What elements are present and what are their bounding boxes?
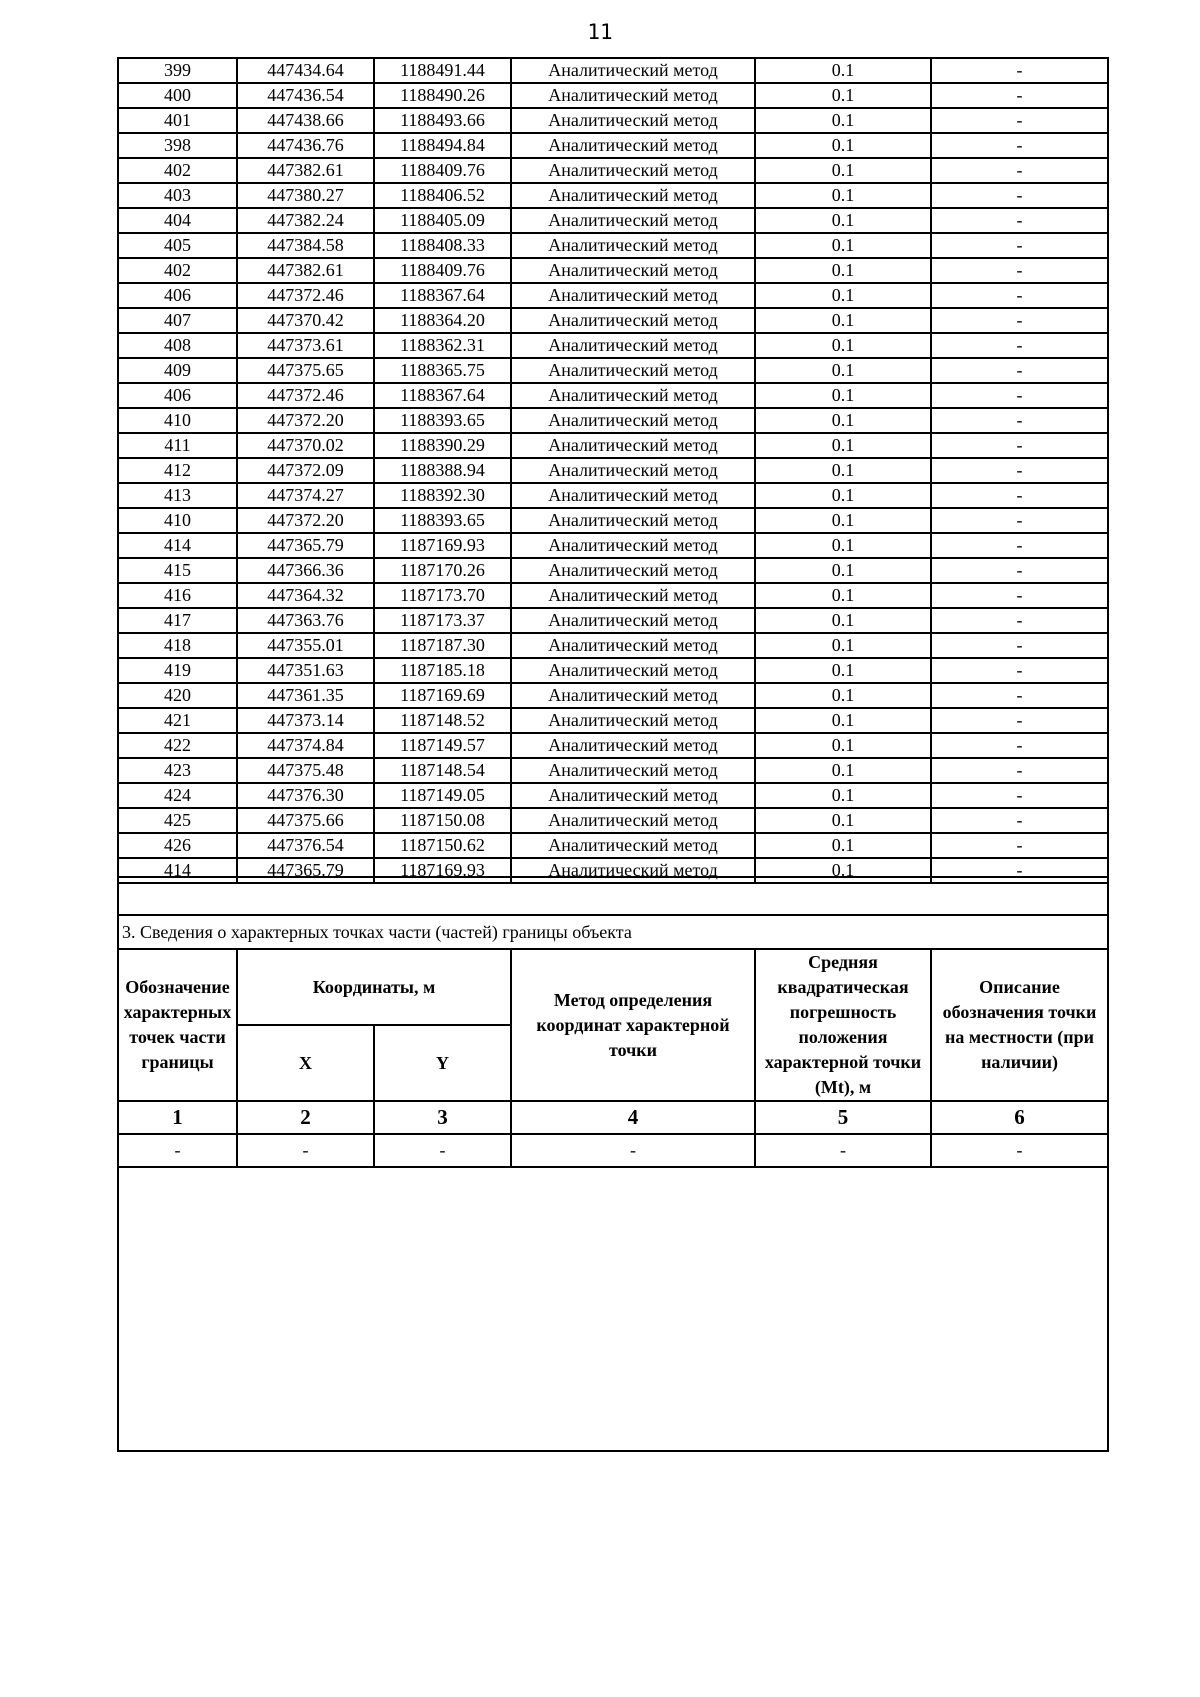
- y-coordinate-cell: 1187169.69: [374, 683, 511, 708]
- y-coordinate-cell: 1187148.52: [374, 708, 511, 733]
- description-cell: -: [931, 733, 1108, 758]
- error-cell: 0.1: [755, 833, 931, 858]
- error-cell: 0.1: [755, 408, 931, 433]
- error-cell: 0.1: [755, 133, 931, 158]
- y-coordinate-cell: 1187150.62: [374, 833, 511, 858]
- description-cell: -: [931, 708, 1108, 733]
- y-coordinate-cell: 1188409.76: [374, 158, 511, 183]
- x-coordinate-cell: 447434.64: [237, 58, 374, 83]
- point-number-cell: 403: [118, 183, 237, 208]
- error-cell: 0.1: [755, 158, 931, 183]
- x-coordinate-cell: 447351.63: [237, 658, 374, 683]
- y-coordinate-cell: 1188408.33: [374, 233, 511, 258]
- method-cell: Аналитический метод: [511, 833, 755, 858]
- column-number: 4: [511, 1101, 755, 1134]
- description-cell: -: [931, 533, 1108, 558]
- header-coordinates: Координаты, м: [237, 949, 511, 1025]
- table-row: [118, 558, 1108, 583]
- error-cell: 0.1: [755, 333, 931, 358]
- section-title-row: [118, 915, 1108, 949]
- description-cell: -: [931, 233, 1108, 258]
- description-cell: -: [931, 508, 1108, 533]
- y-coordinate-cell: 1188388.94: [374, 458, 511, 483]
- point-number-cell: 414: [118, 533, 237, 558]
- method-cell: Аналитический метод: [511, 533, 755, 558]
- point-number-cell: 406: [118, 283, 237, 308]
- y-coordinate-cell: 1187170.26: [374, 558, 511, 583]
- table-row: [118, 483, 1108, 508]
- error-cell: 0.1: [755, 308, 931, 333]
- point-number-cell: 404: [118, 208, 237, 233]
- error-cell: 0.1: [755, 733, 931, 758]
- section-title: 3. Сведения о характерных точках части (частей) границы объекта: [118, 915, 1108, 949]
- table-row: [118, 708, 1108, 733]
- x-coordinate-cell: 447376.30: [237, 783, 374, 808]
- y-coordinate-cell: 1187187.30: [374, 633, 511, 658]
- description-cell: -: [931, 833, 1108, 858]
- y-coordinate-cell: 1188362.31: [374, 333, 511, 358]
- description-cell: -: [931, 758, 1108, 783]
- point-number-cell: 405: [118, 233, 237, 258]
- x-coordinate-cell: 447373.14: [237, 708, 374, 733]
- x-coordinate-cell: 447384.58: [237, 233, 374, 258]
- error-cell: 0.1: [755, 383, 931, 408]
- x-coordinate-cell: 447375.65: [237, 358, 374, 383]
- point-number-cell: 400: [118, 83, 237, 108]
- method-cell: Аналитический метод: [511, 208, 755, 233]
- x-coordinate-cell: 447361.35: [237, 683, 374, 708]
- table-row: [118, 283, 1108, 308]
- blank-area-row: [118, 1167, 1108, 1451]
- table-row: [118, 458, 1108, 483]
- error-cell: 0.1: [755, 583, 931, 608]
- table-row: [118, 783, 1108, 808]
- method-cell: Аналитический метод: [511, 758, 755, 783]
- point-number-cell: 411: [118, 433, 237, 458]
- table-row: [118, 408, 1108, 433]
- table-row: [118, 583, 1108, 608]
- table-row: [118, 533, 1108, 558]
- point-number-cell: 426: [118, 833, 237, 858]
- x-coordinate-cell: 447376.54: [237, 833, 374, 858]
- point-number-cell: 419: [118, 658, 237, 683]
- error-cell: 0.1: [755, 208, 931, 233]
- empty-cell: -: [374, 1134, 511, 1167]
- y-coordinate-cell: 1188409.76: [374, 258, 511, 283]
- empty-data-row: [118, 1134, 1108, 1167]
- x-coordinate-cell: 447372.46: [237, 283, 374, 308]
- y-coordinate-cell: 1188367.64: [374, 283, 511, 308]
- method-cell: Аналитический метод: [511, 258, 755, 283]
- x-coordinate-cell: 447382.24: [237, 208, 374, 233]
- empty-cell: -: [931, 1134, 1108, 1167]
- description-cell: -: [931, 808, 1108, 833]
- error-cell: 0.1: [755, 783, 931, 808]
- table-row: [118, 758, 1108, 783]
- description-cell: -: [931, 658, 1108, 683]
- y-coordinate-cell: 1187169.93: [374, 533, 511, 558]
- method-cell: Аналитический метод: [511, 708, 755, 733]
- error-cell: 0.1: [755, 708, 931, 733]
- characteristic-points-table: [117, 57, 1109, 884]
- x-coordinate-cell: 447372.20: [237, 508, 374, 533]
- method-cell: Аналитический метод: [511, 633, 755, 658]
- description-cell: -: [931, 783, 1108, 808]
- point-number-cell: 410: [118, 508, 237, 533]
- table-row: [118, 658, 1108, 683]
- point-number-cell: 412: [118, 458, 237, 483]
- method-cell: Аналитический метод: [511, 408, 755, 433]
- description-cell: -: [931, 558, 1108, 583]
- method-cell: Аналитический метод: [511, 58, 755, 83]
- description-cell: -: [931, 283, 1108, 308]
- point-number-cell: 413: [118, 483, 237, 508]
- column-number: 1: [118, 1101, 237, 1134]
- point-number-cell: 408: [118, 333, 237, 358]
- description-cell: -: [931, 608, 1108, 633]
- points-table-body: [118, 58, 1108, 883]
- blank-area: [118, 1167, 1108, 1451]
- header-x: X: [237, 1025, 374, 1101]
- x-coordinate-cell: 447355.01: [237, 633, 374, 658]
- method-cell: Аналитический метод: [511, 233, 755, 258]
- error-cell: 0.1: [755, 233, 931, 258]
- error-cell: 0.1: [755, 58, 931, 83]
- column-number: 6: [931, 1101, 1108, 1134]
- table-row: [118, 308, 1108, 333]
- x-coordinate-cell: 447382.61: [237, 258, 374, 283]
- header-description: Описание обозначения точки на местности (при наличии): [931, 949, 1108, 1101]
- description-cell: -: [931, 83, 1108, 108]
- error-cell: 0.1: [755, 608, 931, 633]
- column-number: 2: [237, 1101, 374, 1134]
- point-number-cell: 420: [118, 683, 237, 708]
- point-number-cell: 398: [118, 133, 237, 158]
- method-cell: Аналитический метод: [511, 183, 755, 208]
- point-number-cell: 414: [118, 858, 237, 883]
- table-row: [118, 833, 1108, 858]
- x-coordinate-cell: 447374.84: [237, 733, 374, 758]
- x-coordinate-cell: 447370.42: [237, 308, 374, 333]
- x-coordinate-cell: 447365.79: [237, 858, 374, 883]
- table-row: [118, 608, 1108, 633]
- x-coordinate-cell: 447382.61: [237, 158, 374, 183]
- description-cell: -: [931, 433, 1108, 458]
- y-coordinate-cell: 1188405.09: [374, 208, 511, 233]
- error-cell: 0.1: [755, 533, 931, 558]
- x-coordinate-cell: 447372.20: [237, 408, 374, 433]
- error-cell: 0.1: [755, 183, 931, 208]
- table-row: [118, 808, 1108, 833]
- spacer-cell: [118, 877, 1108, 915]
- y-coordinate-cell: 1188494.84: [374, 133, 511, 158]
- error-cell: 0.1: [755, 858, 931, 883]
- method-cell: Аналитический метод: [511, 158, 755, 183]
- method-cell: Аналитический метод: [511, 458, 755, 483]
- table-row: [118, 333, 1108, 358]
- y-coordinate-cell: 1187148.54: [374, 758, 511, 783]
- x-coordinate-cell: 447373.61: [237, 333, 374, 358]
- x-coordinate-cell: 447363.76: [237, 608, 374, 633]
- error-cell: 0.1: [755, 283, 931, 308]
- description-cell: -: [931, 458, 1108, 483]
- point-number-cell: 416: [118, 583, 237, 608]
- table-row: [118, 733, 1108, 758]
- y-coordinate-cell: 1187150.08: [374, 808, 511, 833]
- table-row: [118, 433, 1108, 458]
- x-coordinate-cell: 447372.46: [237, 383, 374, 408]
- table-row: [118, 383, 1108, 408]
- x-coordinate-cell: 447374.27: [237, 483, 374, 508]
- error-cell: 0.1: [755, 633, 931, 658]
- x-coordinate-cell: 447438.66: [237, 108, 374, 133]
- section3-table: [117, 876, 1109, 1452]
- method-cell: Аналитический метод: [511, 308, 755, 333]
- error-cell: 0.1: [755, 358, 931, 383]
- description-cell: -: [931, 183, 1108, 208]
- point-number-cell: 402: [118, 258, 237, 283]
- method-cell: Аналитический метод: [511, 483, 755, 508]
- column-number: 5: [755, 1101, 931, 1134]
- y-coordinate-cell: 1187173.70: [374, 583, 511, 608]
- empty-cell: -: [237, 1134, 374, 1167]
- table-row: [118, 633, 1108, 658]
- y-coordinate-cell: 1187149.05: [374, 783, 511, 808]
- method-cell: Аналитический метод: [511, 433, 755, 458]
- method-cell: Аналитический метод: [511, 733, 755, 758]
- table-row: [118, 108, 1108, 133]
- empty-cell: -: [118, 1134, 237, 1167]
- point-number-cell: 415: [118, 558, 237, 583]
- method-cell: Аналитический метод: [511, 358, 755, 383]
- point-number-cell: 410: [118, 408, 237, 433]
- page-number: 11: [587, 20, 613, 44]
- point-number-cell: 406: [118, 383, 237, 408]
- description-cell: -: [931, 58, 1108, 83]
- error-cell: 0.1: [755, 658, 931, 683]
- spacer-row: [118, 877, 1108, 915]
- table-row: [118, 58, 1108, 83]
- x-coordinate-cell: 447436.76: [237, 133, 374, 158]
- description-cell: -: [931, 633, 1108, 658]
- point-number-cell: 399: [118, 58, 237, 83]
- table-row: [118, 208, 1108, 233]
- table-row: [118, 158, 1108, 183]
- description-cell: -: [931, 133, 1108, 158]
- table-row: [118, 258, 1108, 283]
- error-cell: 0.1: [755, 258, 931, 283]
- point-number-cell: 417: [118, 608, 237, 633]
- method-cell: Аналитический метод: [511, 583, 755, 608]
- description-cell: -: [931, 383, 1108, 408]
- error-cell: 0.1: [755, 558, 931, 583]
- method-cell: Аналитический метод: [511, 508, 755, 533]
- error-cell: 0.1: [755, 508, 931, 533]
- y-coordinate-cell: 1188367.64: [374, 383, 511, 408]
- error-cell: 0.1: [755, 108, 931, 133]
- y-coordinate-cell: 1187169.93: [374, 858, 511, 883]
- y-coordinate-cell: 1187173.37: [374, 608, 511, 633]
- error-cell: 0.1: [755, 808, 931, 833]
- table-row: [118, 83, 1108, 108]
- description-cell: -: [931, 858, 1108, 883]
- description-cell: -: [931, 683, 1108, 708]
- description-cell: -: [931, 158, 1108, 183]
- y-coordinate-cell: 1187185.18: [374, 658, 511, 683]
- x-coordinate-cell: 447370.02: [237, 433, 374, 458]
- point-number-cell: 409: [118, 358, 237, 383]
- y-coordinate-cell: 1188493.66: [374, 108, 511, 133]
- header-error: Средняя квадратическая погрешность положения характерной точки (Mt), м: [755, 949, 931, 1101]
- error-cell: 0.1: [755, 758, 931, 783]
- header-designation: Обозначение характерных точек части границы: [118, 949, 237, 1101]
- description-cell: -: [931, 583, 1108, 608]
- method-cell: Аналитический метод: [511, 658, 755, 683]
- description-cell: -: [931, 483, 1108, 508]
- description-cell: -: [931, 208, 1108, 233]
- column-numbers-row: [118, 1101, 1108, 1134]
- method-cell: Аналитический метод: [511, 283, 755, 308]
- method-cell: Аналитический метод: [511, 558, 755, 583]
- table-row: [118, 233, 1108, 258]
- table-row: [118, 133, 1108, 158]
- empty-cell: -: [511, 1134, 755, 1167]
- x-coordinate-cell: 447372.09: [237, 458, 374, 483]
- x-coordinate-cell: 447364.32: [237, 583, 374, 608]
- x-coordinate-cell: 447375.48: [237, 758, 374, 783]
- header-row-top: [118, 949, 1108, 1025]
- description-cell: -: [931, 258, 1108, 283]
- method-cell: Аналитический метод: [511, 683, 755, 708]
- error-cell: 0.1: [755, 683, 931, 708]
- point-number-cell: 402: [118, 158, 237, 183]
- method-cell: Аналитический метод: [511, 608, 755, 633]
- method-cell: Аналитический метод: [511, 383, 755, 408]
- error-cell: 0.1: [755, 458, 931, 483]
- point-number-cell: 425: [118, 808, 237, 833]
- y-coordinate-cell: 1188491.44: [374, 58, 511, 83]
- table-row: [118, 358, 1108, 383]
- method-cell: Аналитический метод: [511, 108, 755, 133]
- description-cell: -: [931, 358, 1108, 383]
- method-cell: Аналитический метод: [511, 783, 755, 808]
- y-coordinate-cell: 1188406.52: [374, 183, 511, 208]
- method-cell: Аналитический метод: [511, 858, 755, 883]
- error-cell: 0.1: [755, 433, 931, 458]
- header-y: Y: [374, 1025, 511, 1101]
- point-number-cell: 421: [118, 708, 237, 733]
- point-number-cell: 422: [118, 733, 237, 758]
- table-row: [118, 183, 1108, 208]
- y-coordinate-cell: 1188393.65: [374, 508, 511, 533]
- description-cell: -: [931, 408, 1108, 433]
- method-cell: Аналитический метод: [511, 83, 755, 108]
- y-coordinate-cell: 1187149.57: [374, 733, 511, 758]
- y-coordinate-cell: 1188392.30: [374, 483, 511, 508]
- error-cell: 0.1: [755, 83, 931, 108]
- point-number-cell: 401: [118, 108, 237, 133]
- y-coordinate-cell: 1188393.65: [374, 408, 511, 433]
- description-cell: -: [931, 308, 1108, 333]
- point-number-cell: 407: [118, 308, 237, 333]
- point-number-cell: 423: [118, 758, 237, 783]
- point-number-cell: 418: [118, 633, 237, 658]
- y-coordinate-cell: 1188364.20: [374, 308, 511, 333]
- empty-cell: -: [755, 1134, 931, 1167]
- method-cell: Аналитический метод: [511, 808, 755, 833]
- x-coordinate-cell: 447436.54: [237, 83, 374, 108]
- y-coordinate-cell: 1188490.26: [374, 83, 511, 108]
- y-coordinate-cell: 1188390.29: [374, 433, 511, 458]
- x-coordinate-cell: 447365.79: [237, 533, 374, 558]
- table-row: [118, 508, 1108, 533]
- table-row: [118, 683, 1108, 708]
- y-coordinate-cell: 1188365.75: [374, 358, 511, 383]
- column-number: 3: [374, 1101, 511, 1134]
- x-coordinate-cell: 447366.36: [237, 558, 374, 583]
- header-method: Метод определения координат характерной точки: [511, 949, 755, 1101]
- x-coordinate-cell: 447380.27: [237, 183, 374, 208]
- x-coordinate-cell: 447375.66: [237, 808, 374, 833]
- point-number-cell: 424: [118, 783, 237, 808]
- error-cell: 0.1: [755, 483, 931, 508]
- method-cell: Аналитический метод: [511, 133, 755, 158]
- description-cell: -: [931, 108, 1108, 133]
- method-cell: Аналитический метод: [511, 333, 755, 358]
- description-cell: -: [931, 333, 1108, 358]
